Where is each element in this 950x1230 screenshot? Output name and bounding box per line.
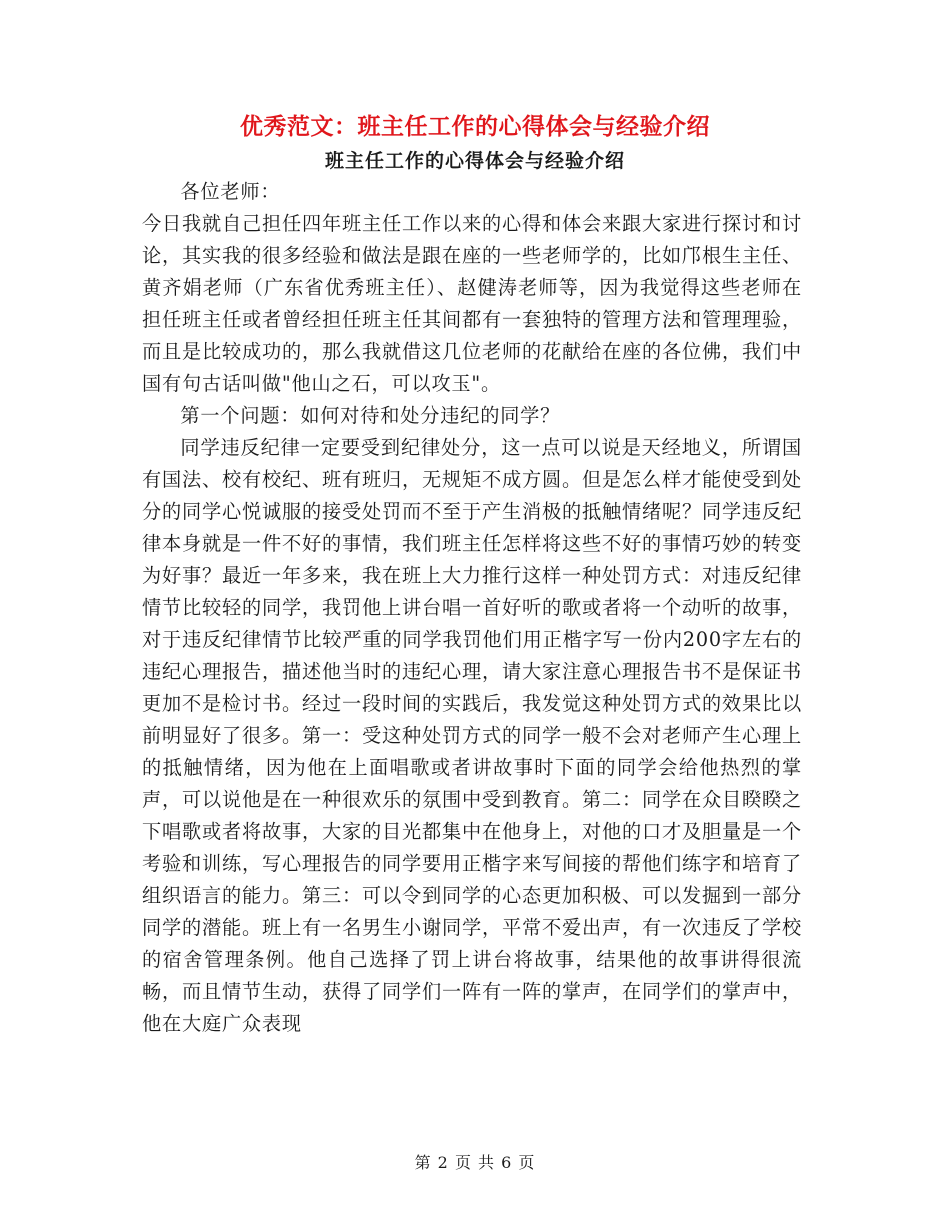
page-number-footer: 第 2 页 共 6 页 [414,1153,536,1172]
paragraph-body: 同学违反纪律一定要受到纪律处分，这一点可以说是天经地义，所谓国有国法、校有校纪、班有班归，无规矩不成方圆。但是怎么样才能使受到处分的同学心悦诚服的接受处罚而不至于产生消极的抵触情绪呢？同学违反纪律本身就是一件不好的事情，我们班主任怎样将这些不好的事情巧妙的转变为好事？最近一年多来，我在班上大力推行这样一种处罚方式：对违反纪律情节比较轻的同学，我罚他上讲台唱一首好听的歌或者将一个动听的故事，对于违反纪律情节比较严重的同学我罚他们用正楷字写一份内200字左右的违纪心理报告，描述他当时的违纪心理，请大家注意心理报告书不是保证书更加不是检讨书。经过一段时间的实践后，我发觉这种处罚方式的效果比以前明显好了很多。第一：受这种处罚方式的同学一般不会对老师产生心理上的抵触情绪，因为他在上面唱歌或者讲故事时下面的同学会给他热烈的掌声，可以说他是在一种很欢乐的氛围中受到教育。第二：同学在众目睽睽之下唱歌或者将故事，大家的目光都集中在他身上，对他的口才及胆量是一个考验和训练，写心理报告的同学要用正楷字来写间接的帮他们练字和培育了组织语言的能力。第三：可以令到同学的心态更加积极、可以发掘到一部分同学的潜能。班上有一名男生小谢同学，平常不爱出声，有一次违反了学校的宿舍管理条例。他自己选择了罚上讲台将故事，结果他的故事讲得很流畅，而且情节生动，获得了同学们一阵有一阵的掌声，在同学们的掌声中，他在大庭广众表现 [142,436,802,1035]
paragraph-intro: 今日我就自己担任四年班主任工作以来的心得和体会来跟大家进行探讨和讨论，其实我的很多经验和做法是跟在座的一些老师学的，比如邝根生主任、黄齐娟老师（广东省优秀班主任）、赵健涛老师等，因为我觉得这些老师在担任班主任或者曾经担任班主任其间都有一套独特的管理方法和管理理验，而且是比较成功的，那么我就借这几位老师的花献给在座的各位佛，我们中国有句古话叫做"他山之石，可以攻玉"。 [142,212,802,395]
page-title: 优秀范文：班主任工作的心得体会与经验介绍 [240,114,710,140]
document-body [142,176,802,1040]
salutation: 各位老师： [180,180,281,203]
section-heading: 第一个问题：如何对待和处分违纪的同学？ [180,404,561,427]
page-subtitle: 班主任工作的心得体会与经验介绍 [324,150,625,172]
